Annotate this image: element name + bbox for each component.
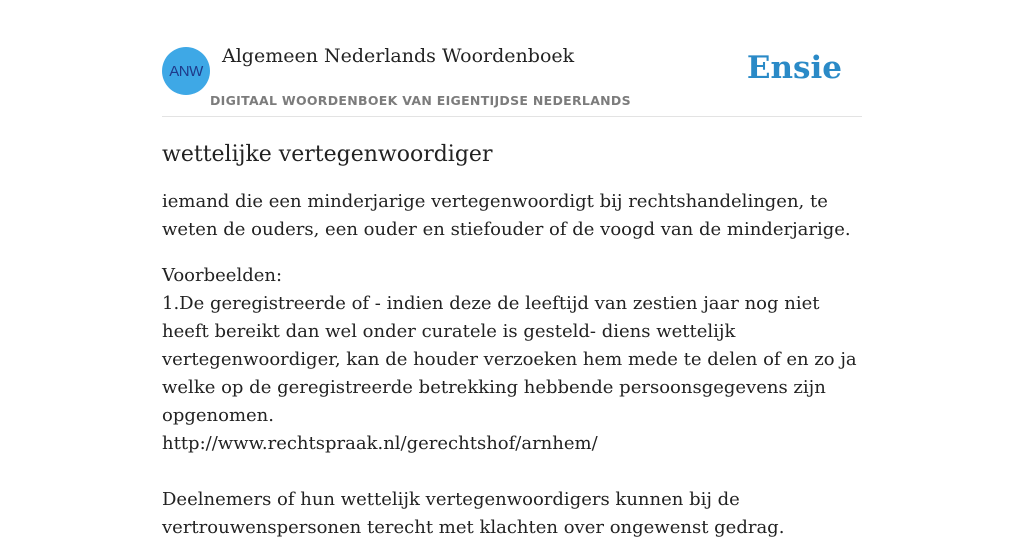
dictionary-title[interactable]: Algemeen Nederlands Woordenboek — [222, 45, 575, 67]
examples-section — [162, 262, 862, 542]
examples-heading: Voorbeelden: — [162, 265, 283, 286]
anw-logo[interactable] — [162, 47, 210, 95]
entry-definition: iemand die een minderjarige vertegenwoordigt bij rechtshandelingen, te weten de ouders, een ouder en stiefouder of de voogd van de minderjarige. — [162, 191, 851, 240]
example-text: 1.De geregistreerde of - indien deze de leeftijd van zestien jaar nog niet heeft bereikt dan wel onder curatele is gesteld- diens wettelijk vertegenwoordiger, kan de houder verzoeken hem mede te delen of en zo ja welke op de geregistreerde betrekking hebbende persoonsgegevens zijn opgenomen. — [162, 293, 857, 426]
example-spacer — [162, 458, 862, 486]
entry-term: wettelijke vertegenwoordiger — [162, 142, 493, 167]
logo-text: ANW — [169, 62, 203, 80]
ensie-brand-logo[interactable]: Ensie — [746, 50, 842, 86]
example-source: http://www.rechtspraak.nl/gerechtshof/arnhem/ — [162, 433, 598, 454]
site-header — [162, 0, 862, 117]
example-text: Deelnemers of hun wettelijk vertegenwoordigers kunnen bij de vertrouwenspersonen terecht met klachten over ongewenst gedrag. — [162, 489, 785, 538]
entry-content — [162, 136, 862, 542]
dictionary-subtitle: DIGITAAL WOORDENBOEK VAN EIGENTIJDSE NEDERLANDS — [210, 93, 631, 108]
